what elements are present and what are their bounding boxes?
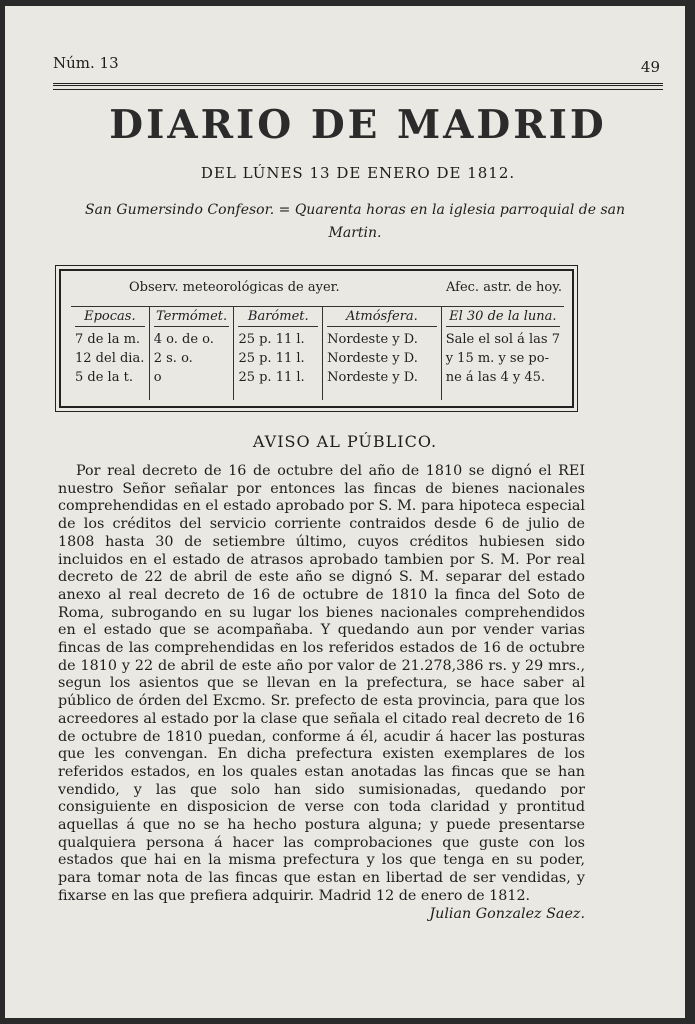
saints-of-day: San Gumersindo Confesor. = Quarenta horas en la iglesia parroquial de san Martin. [84,202,625,241]
weather-table [59,269,574,408]
notice-signature: Julian Gonzalez Saez. [429,905,585,922]
weather-title: Observ. meteorológicas de ayer. [129,280,340,295]
col-luna: El 30 de la luna. Sale el sol á las 7 y 15 m. y se po- ne á las 4 y 45. [445,309,560,385]
notice-title: AVISO AL PÚBLICO. [252,432,438,451]
issue-number: Núm. 13 [53,54,119,72]
notice-text: Por real decreto de 16 de octubre del año de 1810 se dignó el REI nuestro Señor señalar por entonces las fincas de bienes nacionales comprehendidas en el estado aprobado por S. M. para hipoteca especial de los créditos del servicio corriente contraidos desde 6 de julio de 1808 hasta 30 de setiembre último, cuyos créditos hubiesen sido incluidos en el estado de atrasos aprobado tambien por S. M. Por real decreto de 22 de abril de este año se dignó S. M. separar del estado anexo al real decreto de 16 de octubre de 1810 la finca del Soto de Roma, subrogando en su lugar los bienes nacionales comprehendidos en el estado que se acompañaba. Y quedando aun por vender varias fincas de las comprehendidas en los referidos estados de 16 de octubre de 1810 y 22 de abril de este año por valor de 21.278,386 rs. y 29 mrs., segun los asientos que se llevan en la prefectura, se hace saber al público de órden del Excmo. Sr. prefecto de esta provincia, para que los acreedores al estado por la clase que señala el citado real decreto de 16 de octubre de 1810 puedan, conforme á él, acudir á hacer las posturas que les convengan. En dicha prefectura existen exemplares de los referidos estados, en los quales estan anotadas las fincas que se han vendido, y las que solo han sido sumisionadas, quedando por consiguiente en disposicion de verse con toda claridad y prontitud aquellas á que no se ha hecho postura alguna; y puede presentarse qualquiera persona á hacer las comprobaciones que guste con los estados que hai en la misma prefectura y los que tenga en su poder, para tomar nota de las fincas que estan en libertad de ser vendidas, y fixarse en las que prefiera adquirir. Madrid 12 de enero de 1812. [58,463,585,904]
col-barometro: Barómet. 25 p. 11 l. 25 p. 11 l. 25 p. 11 l. [234,307,323,400]
astro-title: Afec. astr. de hoy. [445,280,562,295]
notice-body [58,463,585,923]
dateline: DEL LÚNES 13 DE ENERO DE 1812. [200,164,516,182]
masthead-title: DIARIO DE MADRID [109,102,607,148]
newspaper-page [5,6,685,1018]
col-epocas: Epocas. 7 de la m. 12 del dia. 5 de la t. [71,307,150,400]
col-atmosfera: Atmósfera. Nordeste y D. Nordeste y D. Nordeste y D. [323,307,442,400]
page-number: 49 [640,58,660,76]
col-termometro: Termómet. 4 o. de o. 2 s. o. o [150,307,235,400]
header-rule [53,83,663,90]
